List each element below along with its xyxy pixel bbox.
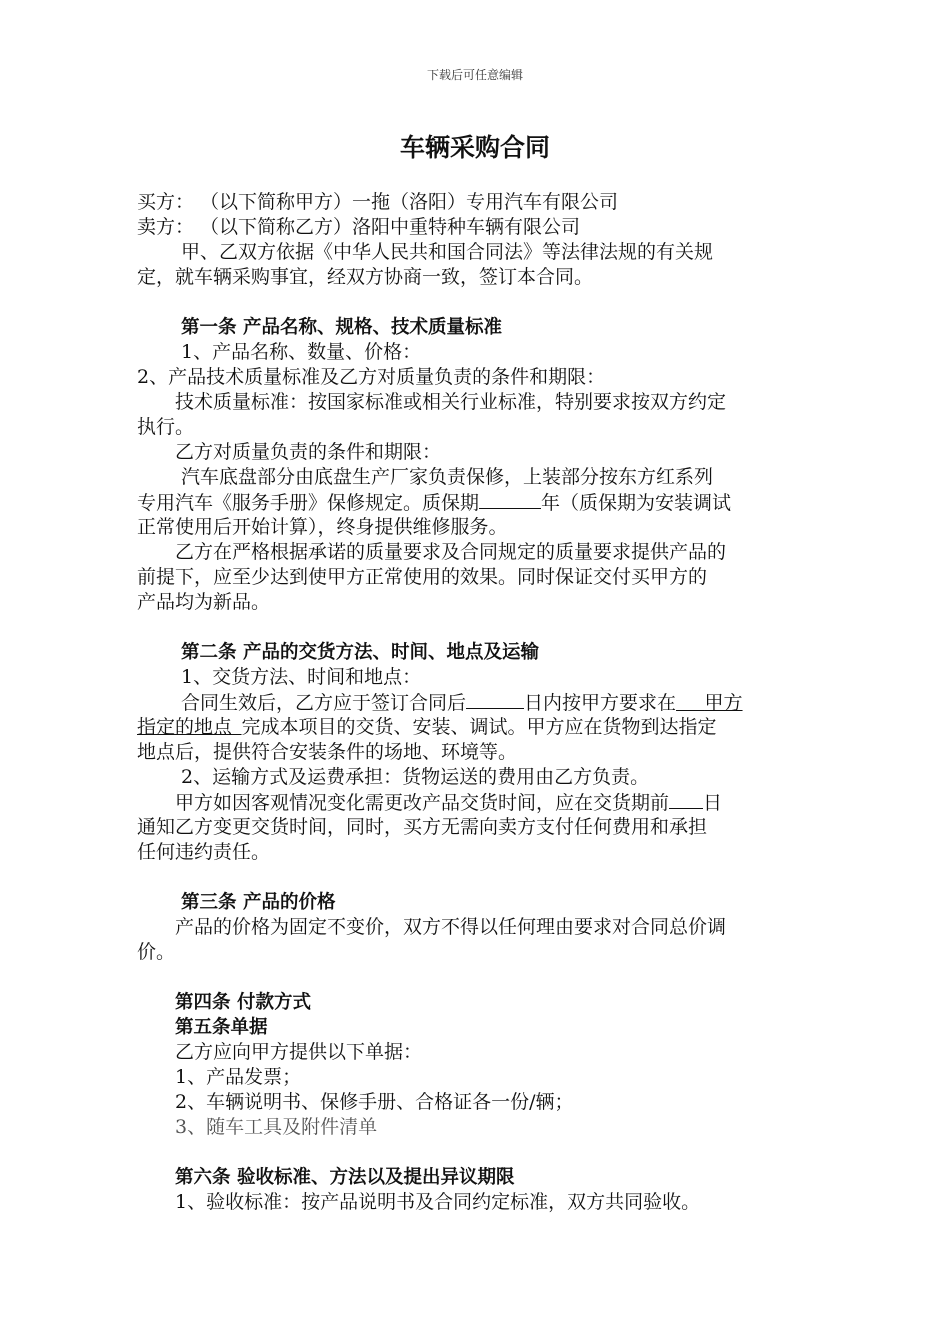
intro-line-2: 定，就车辆采购事宜，经双方协商一致，签订本合同。 <box>137 266 594 288</box>
delivery-line-3: 地点后，提供符合安装条件的场地、环境等。 <box>137 741 518 763</box>
quality-line-1: 乙方在严格根据承诺的质量要求及合同规定的质量要求提供产品的 <box>175 541 727 563</box>
seller-line: 卖方： （以下简称乙方）洛阳中重特种车辆有限公司 <box>137 216 581 238</box>
change-line-2: 通知乙方变更交货时间，同时，买方无需向卖方支付任何费用和承担 <box>137 816 708 838</box>
change-text-b: 日 <box>703 792 723 814</box>
warranty-line-2 <box>137 490 837 515</box>
article-3-heading: 第三条 产品的价格 <box>181 892 336 913</box>
article-5-heading: 第五条单据 <box>175 1017 268 1038</box>
delivery-text-a: 合同生效后，乙方应于签订合同后 <box>181 692 467 714</box>
delivery-location-part-1: 甲方 <box>704 692 743 714</box>
change-line-3: 任何违约责任。 <box>137 841 271 863</box>
buyer-line: 买方： （以下简称甲方）一拖（洛阳）专用汽车有限公司 <box>137 191 619 213</box>
document-title: 车辆采购合同 <box>399 133 550 162</box>
document-body <box>137 190 837 1215</box>
delivery-text-b: 日内按甲方要求在 <box>524 692 677 714</box>
delivery-text-c: 完成本项目的交货、安装、调试。甲方应在货物到达指定 <box>241 716 717 738</box>
article-1-heading: 第一条 产品名称、规格、技术质量标准 <box>181 317 502 338</box>
documents-item-1: 1、产品发票； <box>175 1066 302 1088</box>
article-6-heading: 第六条 验收标准、方法以及提出异议期限 <box>175 1167 515 1188</box>
delivery-days-blank[interactable] <box>466 690 524 709</box>
price-line-1: 产品的价格为固定不变价，双方不得以任何理由要求对合同总价调 <box>175 916 727 938</box>
price-line-2: 价。 <box>137 941 176 963</box>
change-text-a: 甲方如因客观情况变化需更改产品交货时间，应在交货期前 <box>175 792 670 814</box>
article-2-heading: 第二条 产品的交货方法、时间、地点及运输 <box>181 642 539 663</box>
quality-line-3: 产品均为新品。 <box>137 591 271 613</box>
tech-standard-line-1: 技术质量标准：按国家标准或相关行业标准，特别要求按双方约定 <box>175 391 727 413</box>
warranty-years-blank[interactable] <box>479 490 541 509</box>
acceptance-item-1: 1、验收标准：按产品说明书及合同约定标准，双方共同验收。 <box>175 1191 701 1213</box>
warranty-text-a: 专用汽车《服务手册》保修规定。质保期 <box>137 492 480 514</box>
tech-standard-line-2: 执行。 <box>137 416 195 438</box>
article-1-item-1: 1、产品名称、数量、价格： <box>181 341 422 363</box>
documents-intro: 乙方应向甲方提供以下单据： <box>175 1041 423 1063</box>
notice-days-blank[interactable] <box>669 790 703 809</box>
quality-line-2: 前提下，应至少达到使甲方正常使用的效果。同时保证交付买甲方的 <box>137 566 708 588</box>
warranty-text-b: 年（质保期为安装调试 <box>541 492 732 514</box>
article-2-item-1: 1、交货方法、时间和地点： <box>181 666 422 688</box>
header-note: 下载后可任意编辑 <box>426 68 523 82</box>
warranty-line-3: 正常使用后开始计算），终身提供维修服务。 <box>137 516 508 538</box>
intro-line-1: 甲、乙双方依据《中华人民共和国合同法》等法律法规的有关规 <box>181 241 714 263</box>
delivery-line-2 <box>137 715 837 740</box>
documents-item-3: 3、随车工具及附件清单 <box>175 1116 378 1138</box>
article-1-item-2: 2、产品技术质量标准及乙方对质量负责的条件和期限： <box>137 366 606 388</box>
delivery-line-1 <box>137 690 837 715</box>
article-4-heading: 第四条 付款方式 <box>175 992 311 1013</box>
change-line-1 <box>137 790 837 815</box>
quality-responsibility-title: 乙方对质量负责的条件和期限： <box>175 441 442 463</box>
warranty-line-1: 汽车底盘部分由底盘生产厂家负责保修，上装部分按东方红系列 <box>181 466 714 488</box>
documents-item-2: 2、车辆说明书、保修手册、合格证各一份/辆； <box>175 1091 574 1113</box>
delivery-location-part-2: 指定的地点 <box>137 716 233 738</box>
article-2-item-2: 2、运输方式及运费承担：货物运送的费用由乙方负责。 <box>181 766 650 788</box>
